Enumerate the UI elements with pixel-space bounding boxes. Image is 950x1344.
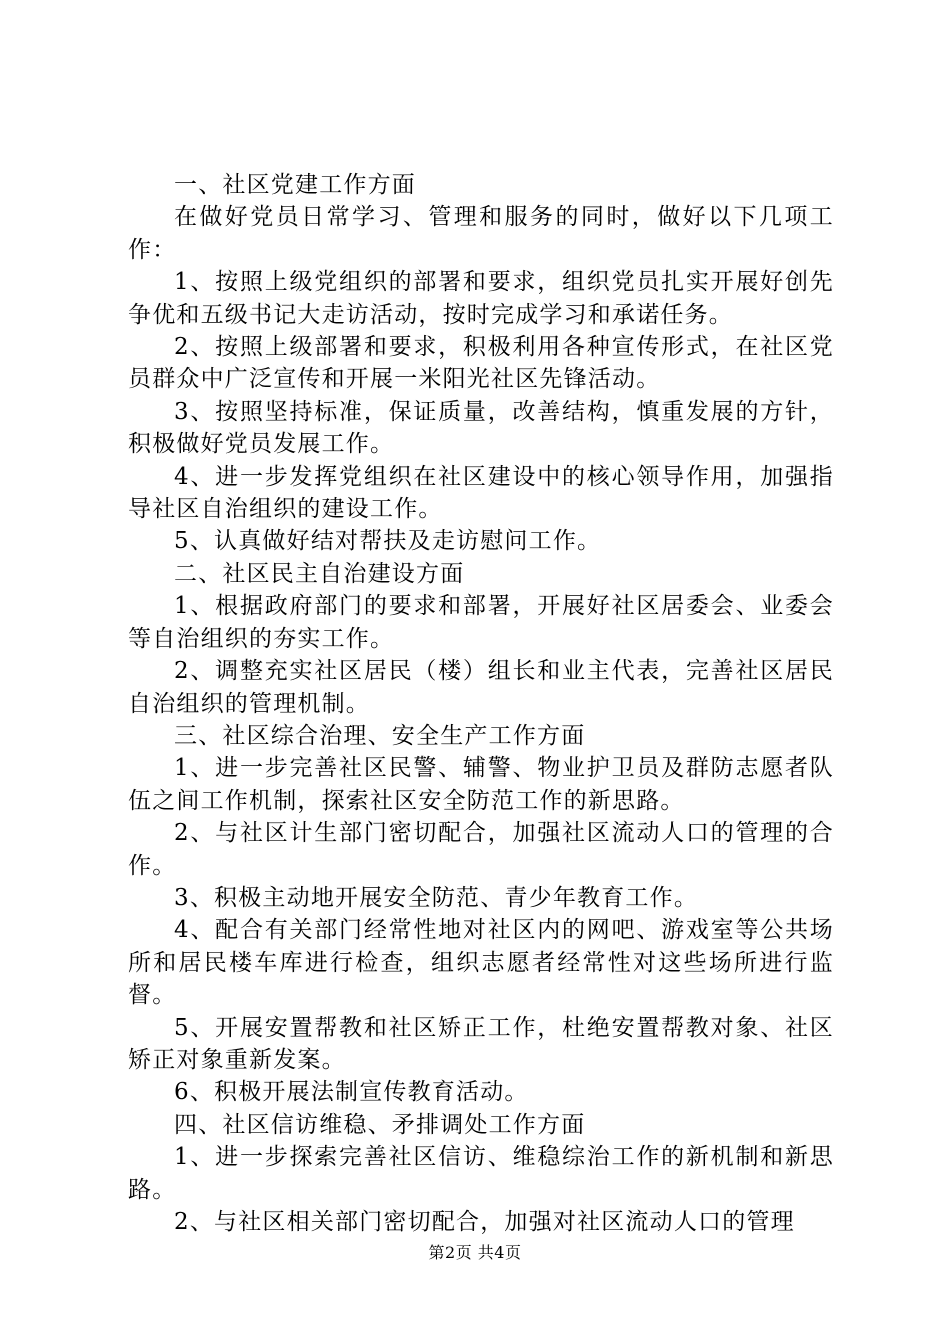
list-item: 3、按照坚持标准，保证质量，改善结构，慎重发展的方针，积极做好党员发展工作。 <box>128 398 834 458</box>
heading-comprehensive-governance: 三、社区综合治理、安全生产工作方面 <box>174 722 586 749</box>
heading-party-building: 一、社区党建工作方面 <box>174 172 416 198</box>
list-item: 5、开展安置帮教和社区矫正工作，杜绝安置帮教对象、社区矫正对象重新发案。 <box>128 1014 834 1073</box>
list-item: 5、认真做好结对帮扶及走访慰问工作。 <box>174 528 602 555</box>
heading-self-governance: 二、社区民主自治建设方面 <box>174 560 465 587</box>
list-item: 2、与社区相关部门密切配合，加强对社区流动人口的管理 <box>174 1209 795 1235</box>
list-item: 1、进一步完善社区民警、辅警、物业护卫员及群防志愿者队伍之间工作机制，探索社区安全防范工作的新思路。 <box>128 755 834 814</box>
list-item: 1、根据政府部门的要求和部署，开展好社区居委会、业委会等自治组织的夯实工作。 <box>128 593 834 652</box>
list-item: 1、按照上级党组织的部署和要求，组织党员扎实开展好创先争优和五级书记大走访活动，按时完成学习和承诺任务。 <box>128 269 834 328</box>
list-item: 4、配合有关部门经常性地对社区内的网吧、游戏室等公共场所和居民楼车库进行检查，组织志愿者经常性对这些场所进行监督。 <box>128 917 834 1009</box>
list-item: 3、积极主动地开展安全防范、青少年教育工作。 <box>174 884 699 911</box>
page-number-footer: 第2页 共4页 <box>428 1243 522 1262</box>
list-item: 2、与社区计生部门密切配合，加强社区流动人口的管理的合作。 <box>128 820 834 879</box>
list-item: 2、按照上级部署和要求，积极利用各种宣传形式，在社区党员群众中广泛宣传和开展一米阳光社区先锋活动。 <box>128 334 834 393</box>
document-body <box>128 169 834 1238</box>
list-item: 4、进一步发挥党组织在社区建设中的核心领导作用，加强指导社区自治组织的建设工作。 <box>128 463 834 523</box>
heading-petition-stability: 四、社区信访维稳、矛排调处工作方面 <box>174 1111 586 1138</box>
paragraph: 在做好党员日常学习、管理和服务的同时，做好以下几项工作： <box>128 204 834 263</box>
list-item: 6、积极开展法制宣传教育活动。 <box>174 1079 529 1106</box>
list-item: 1、进一步探索完善社区信访、维稳综治工作的新机制和新思路。 <box>128 1144 834 1203</box>
list-item: 2、调整充实社区居民（楼）组长和业主代表，完善社区居民自治组织的管理机制。 <box>128 658 834 717</box>
